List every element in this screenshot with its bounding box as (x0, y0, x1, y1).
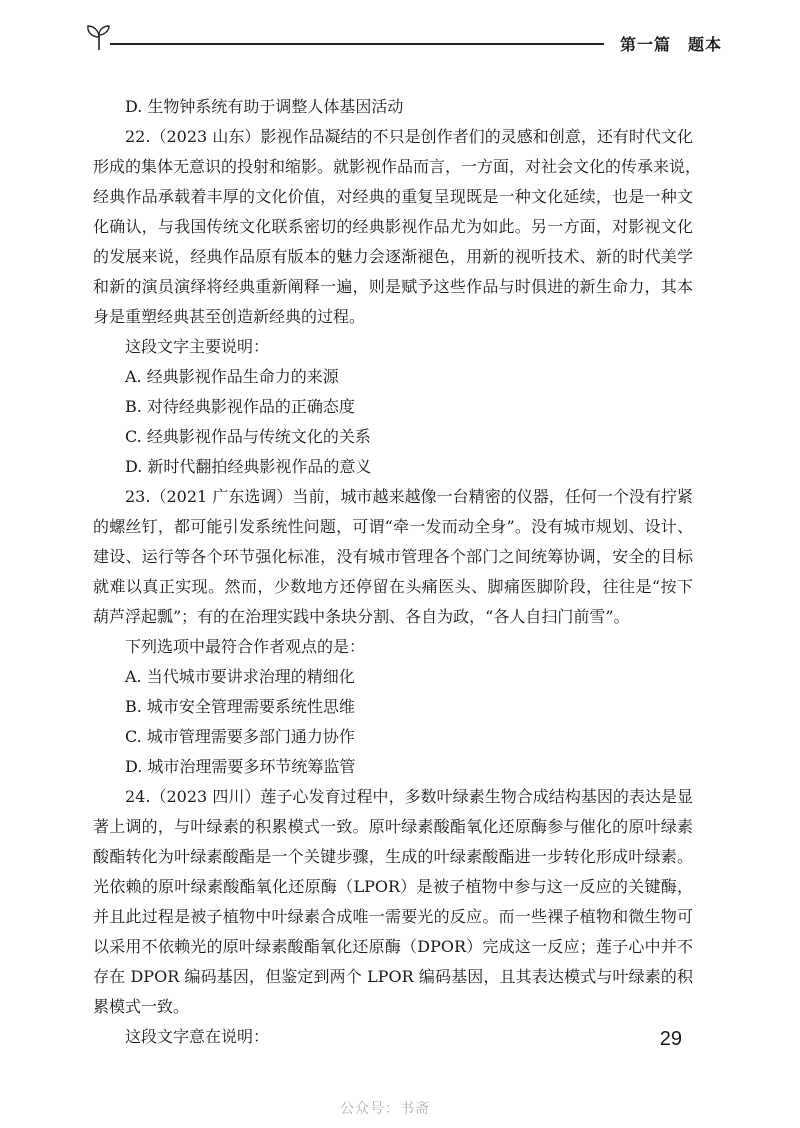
text-line: 23.（2021 广东选调）当前，城市越来越像一台精密的仪器，任何一个没有拧紧 (125, 487, 693, 506)
text-line: 就难以真正实现。然而，少数地方还停留在头痛医头、脚痛医脚阶段，往往是“按下 (93, 577, 693, 596)
text-line: 经典作品承载着丰厚的文化价值，对经典的重复呈现既是一种文化延续，也是一种文 (93, 187, 693, 206)
text-line: B. 城市安全管理需要系统性思维 (125, 697, 355, 716)
text-line: 形成的集体无意识的投射和缩影。就影视作品而言，一方面，对社会文化的传承来说， (93, 157, 702, 176)
text-line: 葫芦浮起瓢”；有的在治理实践中条块分割、各自为政，“各人自扫门前雪”。 (93, 607, 630, 626)
text-line: 化确认，与我国传统文化联系密切的经典影视作品尤为如此。另一方面，对影视文化 (93, 217, 693, 236)
text-line: C. 经典影视作品与传统文化的关系 (125, 427, 371, 446)
text-line: 著上调的，与叶绿素的积累模式一致。原叶绿素酸酯氧化还原酶参与催化的原叶绿素 (93, 817, 693, 836)
text-line: 这段文字意在说明： (125, 1027, 270, 1046)
text-line: A. 经典影视作品生命力的来源 (125, 367, 339, 386)
text-line: 这段文字主要说明： (125, 337, 270, 356)
sprout-icon (84, 22, 114, 52)
text-line: 的螺丝钉，都可能引发系统性问题，可谓“牵一发而动全身”。没有城市规划、设计、 (93, 517, 693, 536)
text-line: 并且此过程是被子植物中叶绿素合成唯一需要光的反应。而一些裸子植物和微生物可 (93, 907, 693, 926)
text-line: 22.（2023 山东）影视作品凝结的不只是创作者们的灵感和创意，还有时代文化 (125, 127, 693, 146)
header-rule (110, 43, 604, 45)
page-body (93, 92, 702, 1052)
watermark: 公众号：书斋 (340, 1101, 430, 1117)
text-line: 酸酯转化为叶绿素酸酯是一个关键步骤，生成的叶绿素酸酯进一步转化形成叶绿素。 (93, 847, 693, 866)
page-number: 29 (659, 1028, 682, 1050)
text-line: 光依赖的原叶绿素酸酯氧化还原酶（LPOR）是被子植物中参与这一反应的关键酶， (93, 877, 693, 896)
text-line: B. 对待经典影视作品的正确态度 (125, 397, 355, 416)
text-line: D. 城市治理需要多环节统筹监管 (125, 757, 356, 776)
text-line: 的发展来说，经典作品原有版本的魅力会逐渐褪色，用新的视听技术、新的时代美学 (93, 247, 693, 266)
text-line: 下列选项中最符合作者观点的是： (125, 637, 366, 656)
text-line: A. 当代城市要讲求治理的精细化 (125, 667, 355, 686)
text-line: 24.（2023 四川）莲子心发育过程中，多数叶绿素生物合成结构基因的表达是显 (125, 787, 693, 806)
text-line: 身是重塑经典甚至创造新经典的过程。 (93, 307, 366, 326)
text-line: C. 城市管理需要多部门通力协作 (125, 727, 355, 746)
text-line: D. 新时代翻拍经典影视作品的意义 (125, 457, 372, 476)
text-line: 和新的演员演绎将经典重新阐释一遍，则是赋予这些作品与时俱进的新生命力，其本 (93, 277, 693, 296)
page-header (84, 22, 722, 62)
text-line: D. 生物钟系统有助于调整人体基因活动 (125, 97, 404, 116)
text-line: 以采用不依赖光的原叶绿素酸酯氧化还原酶（DPOR）完成这一反应；莲子心中并不 (93, 937, 693, 956)
text-line: 建设、运行等各个环节强化标准，没有城市管理各个部门之间统筹协调，安全的目标 (93, 547, 693, 566)
text-line: 存在 DPOR 编码基因，但鉴定到两个 LPOR 编码基因，且其表达模式与叶绿素的积 (93, 967, 693, 986)
text-line: 累模式一致。 (93, 997, 190, 1016)
section-title: 第一篇 题本 (619, 35, 722, 54)
